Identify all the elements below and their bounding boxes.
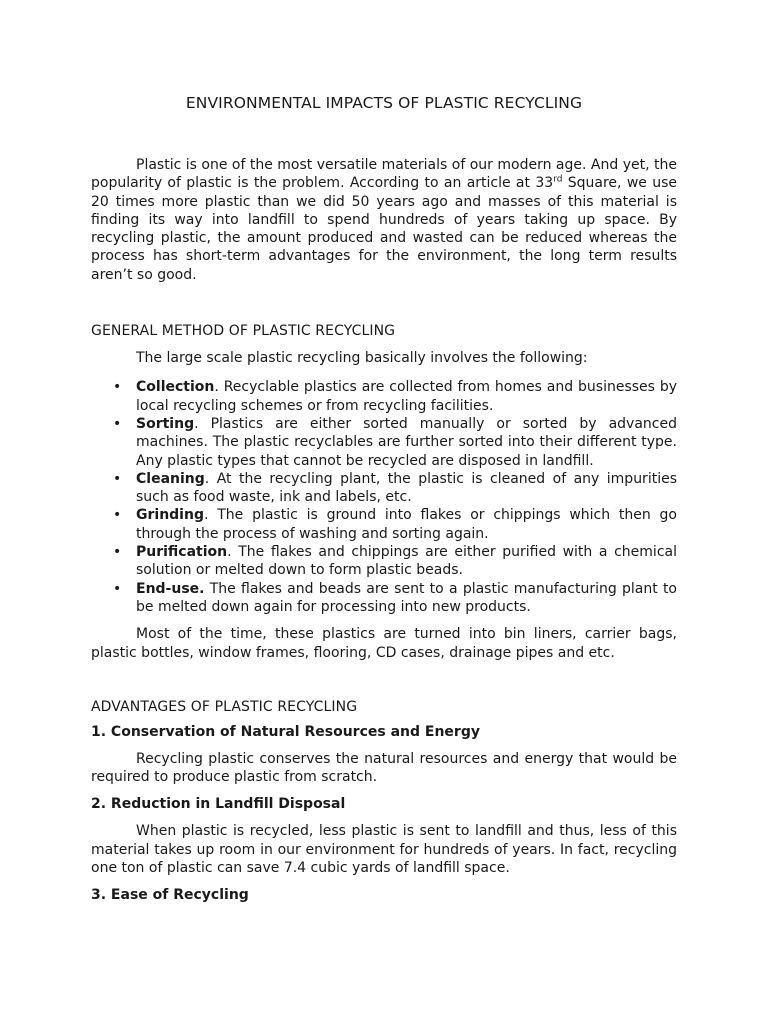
step-description: . The plastic is ground into flakes or chippings which then go through the process of washing and sorting again.	[136, 507, 677, 542]
step-description: . The flakes and chippings are either purified with a chemical solution or melted down to form plastic beads.	[136, 544, 677, 579]
advantage-body-landfill: When plastic is recycled, less plastic is sent to landfill and thus, less of this material takes up room in our environment for hundreds of years. In fact, recycling one ton of plastic can save 7.4 cubic yards of landfill space.	[91, 823, 677, 877]
advantage-title-landfill: 2. Reduction in Landfill Disposal	[91, 796, 346, 813]
document-title: ENVIRONMENTAL IMPACTS OF PLASTIC RECYCLING	[185, 94, 583, 112]
intro-paragraph	[91, 156, 677, 284]
advantages-heading: ADVANTAGES OF PLASTIC RECYCLING	[91, 698, 358, 715]
list-item	[113, 378, 677, 415]
bullet-icon: •	[113, 580, 122, 597]
intro-text-start: Plastic is one of the most versatile materials of our modern age. And yet, the popularity of plastic is the problem. According to an article at 33	[91, 157, 677, 192]
advantage-title-conservation: 1. Conservation of Natural Resources and Energy	[91, 723, 480, 740]
general-method-lead: The large scale plastic recycling basically involves the following:	[136, 350, 588, 367]
advantage-title-ease: 3. Ease of Recycling	[91, 887, 249, 904]
list-item	[113, 543, 677, 580]
step-description: . At the recycling plant, the plastic is cleaned of any impurities such as food waste, ink and labels, etc.	[136, 470, 677, 506]
step-description: . Plastics are either sorted manually or sorted by advanced machines. The plastic recyclables are further sorted into their different type. Any plastic types that cannot be recycled are disposed in landfill.	[136, 415, 677, 469]
step-term: Purification	[136, 544, 228, 561]
intro-text-end: Square, we use 20 times more plastic than we did 50 years ago and masses of this material is finding its way into landfill to spend hundreds of years taking up space. By recycling plastic, the amount produced and wasted can be reduced whereas the process has short-term advantages for the environment, the long term results aren’t so good.	[91, 175, 677, 283]
advantage-body-conservation: Recycling plastic conserves the natural resources and energy that would be required to produce plastic from scratch.	[91, 750, 677, 786]
bullet-icon: •	[113, 379, 122, 396]
bullet-icon: •	[113, 544, 122, 561]
list-item	[113, 470, 677, 507]
recycling-steps-list	[91, 378, 677, 616]
list-item	[113, 506, 677, 543]
step-description: . Recyclable plastics are collected from homes and businesses by local recycling schemes or from recycling facilities.	[136, 379, 677, 414]
bullet-icon: •	[113, 415, 122, 432]
step-term: Collection	[136, 379, 215, 396]
bullet-icon: •	[113, 470, 122, 487]
list-item	[113, 580, 677, 617]
step-term: End-use.	[136, 580, 205, 597]
list-item	[113, 415, 677, 470]
general-method-closing: Most of the time, these plastics are turned into bin liners, carrier bags, plastic bottles, window frames, flooring, CD cases, drainage pipes and etc.	[91, 626, 677, 661]
ordinal-superscript: rd	[553, 174, 563, 185]
step-term: Cleaning	[136, 470, 205, 487]
step-description: The flakes and beads are sent to a plastic manufacturing plant to be melted down again for processing into new products.	[136, 580, 677, 615]
general-method-heading: GENERAL METHOD OF PLASTIC RECYCLING	[91, 323, 396, 340]
step-term: Grinding	[136, 507, 204, 524]
bullet-icon: •	[113, 507, 122, 524]
step-term: Sorting	[136, 415, 195, 432]
